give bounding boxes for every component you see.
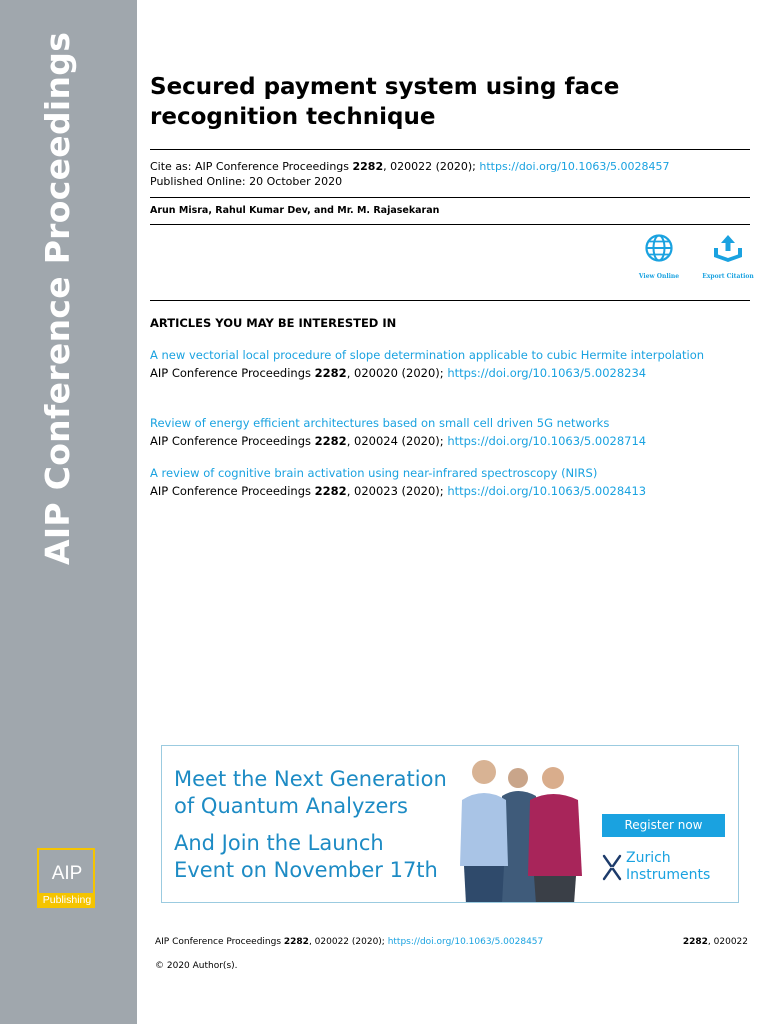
aip-publishing-logo[interactable] — [37, 848, 95, 908]
article-title-line2: recognition technique — [150, 104, 436, 130]
footer-volume: 2282 — [283, 937, 309, 947]
article-title-line1: Secured payment system using face — [150, 74, 620, 100]
related-volume: 2282 — [314, 434, 347, 448]
list-item — [150, 346, 750, 382]
divider — [150, 224, 750, 225]
author-list: Arun Misra, Rahul Kumar Dev, and Mr. M. Rajasekaran — [150, 205, 440, 216]
export-citation-button[interactable] — [698, 233, 758, 280]
related-ref: , 020023 (2020); — [346, 484, 448, 498]
related-article-link[interactable]: A new vectorial local procedure of slope determination applicable to cubic Hermite interpolation — [150, 348, 705, 362]
brand-line2: Instruments — [626, 867, 711, 883]
list-item — [150, 464, 750, 500]
cite-volume: 2282 — [352, 160, 384, 173]
export-citation-label: Export Citation — [702, 273, 754, 280]
brand-name — [626, 850, 710, 884]
view-online-button[interactable] — [629, 233, 689, 280]
brand-line1: Zurich — [626, 850, 671, 866]
related-volume: 2282 — [314, 366, 347, 380]
related-heading: ARTICLES YOU MAY BE INTERESTED IN — [150, 316, 397, 330]
journal-sidebar — [0, 0, 137, 1024]
cite-rest: , 020022 (2020); — [383, 160, 480, 173]
footer-page-ref — [683, 937, 748, 947]
journal-title: AIP Conference Proceedings — [38, 31, 77, 565]
copyright: © 2020 Author(s). — [155, 961, 238, 971]
ad-headline-line2: of Quantum Analyzers — [174, 794, 408, 818]
zurich-instruments-logo[interactable] — [602, 850, 732, 884]
logo-text-bottom: Publishing — [39, 893, 95, 908]
published-date: Published Online: 20 October 2020 — [150, 175, 343, 188]
citation-block — [150, 159, 750, 189]
related-source: AIP Conference Proceedings — [150, 484, 315, 498]
related-ref: , 020020 (2020); — [346, 366, 448, 380]
divider — [150, 197, 750, 198]
ad-headline-line4: Event on November 17th — [174, 858, 438, 882]
footer-right-volume: 2282 — [682, 937, 708, 947]
ad-headline-line3: And Join the Launch — [174, 831, 384, 855]
ad-headline-line1: Meet the Next Generation — [174, 767, 447, 791]
related-source: AIP Conference Proceedings — [150, 434, 315, 448]
export-citation-icon — [712, 233, 744, 263]
zurich-x-icon — [602, 852, 622, 882]
related-ref: , 020024 (2020); — [346, 434, 448, 448]
article-title — [150, 72, 710, 132]
divider — [150, 149, 750, 150]
divider — [150, 300, 750, 301]
related-doi-link[interactable]: https://doi.org/10.1063/5.0028234 — [447, 366, 647, 380]
logo-text-top: AIP — [51, 863, 83, 884]
list-item — [150, 414, 750, 450]
cite-prefix: Cite as: AIP Conference Proceedings — [150, 160, 353, 173]
footer-ref: , 020022 (2020); — [308, 937, 388, 947]
footer-source: AIP Conference Proceedings — [155, 937, 284, 947]
related-doi-link[interactable]: https://doi.org/10.1063/5.0028413 — [447, 484, 647, 498]
related-volume: 2282 — [314, 484, 347, 498]
related-doi-link[interactable]: https://doi.org/10.1063/5.0028714 — [447, 434, 647, 448]
footer-citation — [155, 937, 543, 947]
footer-right-ref: , 020022 — [707, 937, 748, 947]
advertisement-banner[interactable] — [161, 745, 739, 903]
footer-doi-link[interactable]: https://doi.org/10.1063/5.0028457 — [387, 937, 544, 947]
globe-icon — [644, 233, 674, 263]
related-source: AIP Conference Proceedings — [150, 366, 315, 380]
cite-doi-link[interactable]: https://doi.org/10.1063/5.0028457 — [479, 160, 670, 173]
related-article-link[interactable]: A review of cognitive brain activation using near-infrared spectroscopy (NIRS) — [150, 466, 598, 480]
ad-people-photo — [454, 756, 594, 903]
register-now-button[interactable]: Register now — [602, 814, 725, 837]
view-online-label: View Online — [638, 273, 680, 280]
related-article-link[interactable]: Review of energy efficient architectures based on small cell driven 5G networks — [150, 416, 610, 430]
